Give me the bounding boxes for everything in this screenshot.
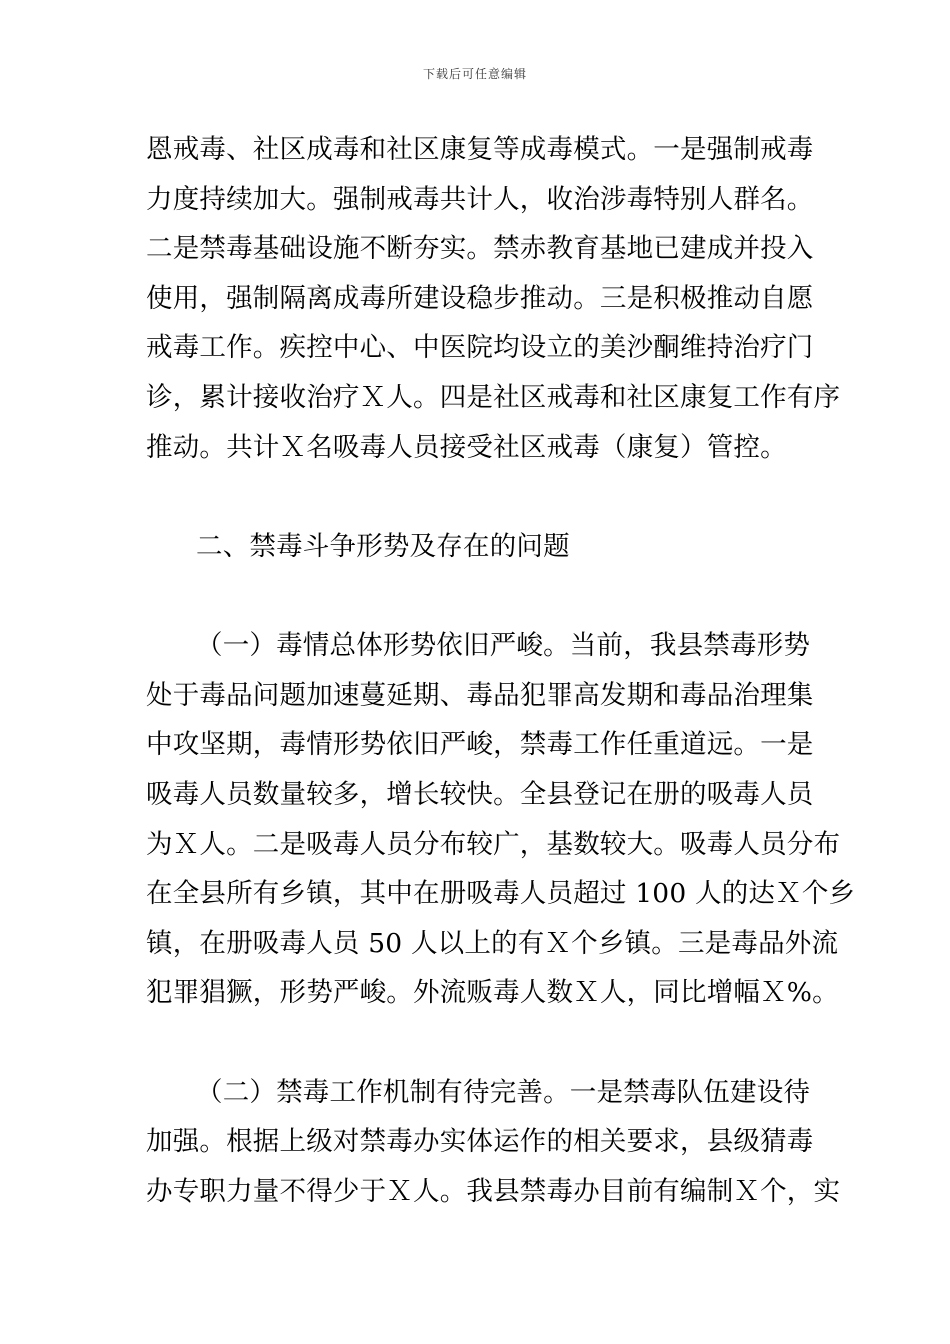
body-line: 处于毒品问题加速蔓延期、毒品犯罪高发期和毒品治理集 bbox=[146, 680, 814, 711]
body-line: 犯罪猖獗，形势严峻。外流贩毒人数Ｘ人，同比增幅Ｘ%。 bbox=[146, 977, 839, 1008]
body-line: 吸毒人员数量较多，增长较快。全县登记在册的吸毒人员 bbox=[146, 779, 814, 810]
body-line: 戒毒工作。疾控中心、中医院均设立的美沙酮维持治疗门 bbox=[146, 332, 814, 363]
page-header: 下载后可任意编辑 bbox=[422, 67, 527, 81]
body-line: 在全县所有乡镇，其中在册吸毒人员超过 100 人的达Ｘ个乡 bbox=[146, 878, 856, 909]
body-line: 办专职力量不得少于Ｘ人。我县禁毒办目前有编制Ｘ个，实 bbox=[146, 1176, 841, 1207]
body-line: 诊，累计接收治疗Ｘ人。四是社区戒毒和社区康复工作有序 bbox=[146, 382, 841, 413]
body-line: 加强。根据上级对禁毒办实体运作的相关要求，县级猜毒 bbox=[146, 1126, 814, 1157]
body-line: 中攻坚期，毒情形势依旧严峻，禁毒工作任重道远。一是 bbox=[146, 729, 814, 760]
body-line: 为Ｘ人。二是吸毒人员分布较广，基数较大。吸毒人员分布 bbox=[146, 829, 841, 860]
paragraph-first-line: （二）禁毒工作机制有待完善。一是禁毒队伍建设待 bbox=[196, 1077, 811, 1108]
body-line: 恩戒毒、社区成毒和社区康复等成毒模式。一是强制戒毒 bbox=[146, 134, 814, 165]
body-line: 二是禁毒基础设施不断夯实。禁赤教育基地已建成并投入 bbox=[146, 233, 814, 264]
paragraph-first-line: （一）毒情总体形势依旧严峻。当前，我县禁毒形势 bbox=[196, 630, 811, 661]
body-line: 推动。共计Ｘ名吸毒人员接受社区戒毒（康复）管控。 bbox=[146, 432, 787, 463]
body-line: 使用，强制隔离成毒所建设稳步推动。三是积极推动自愿 bbox=[146, 283, 814, 314]
body-line: 镇，在册吸毒人员 50 人以上的有Ｘ个乡镇。三是毒品外流 bbox=[146, 928, 839, 959]
section-heading: 二、禁毒斗争形势及存在的问题 bbox=[196, 531, 570, 562]
body-line: 力度持续加大。强制戒毒共计人，收治涉毒特别人群名。 bbox=[146, 184, 814, 215]
